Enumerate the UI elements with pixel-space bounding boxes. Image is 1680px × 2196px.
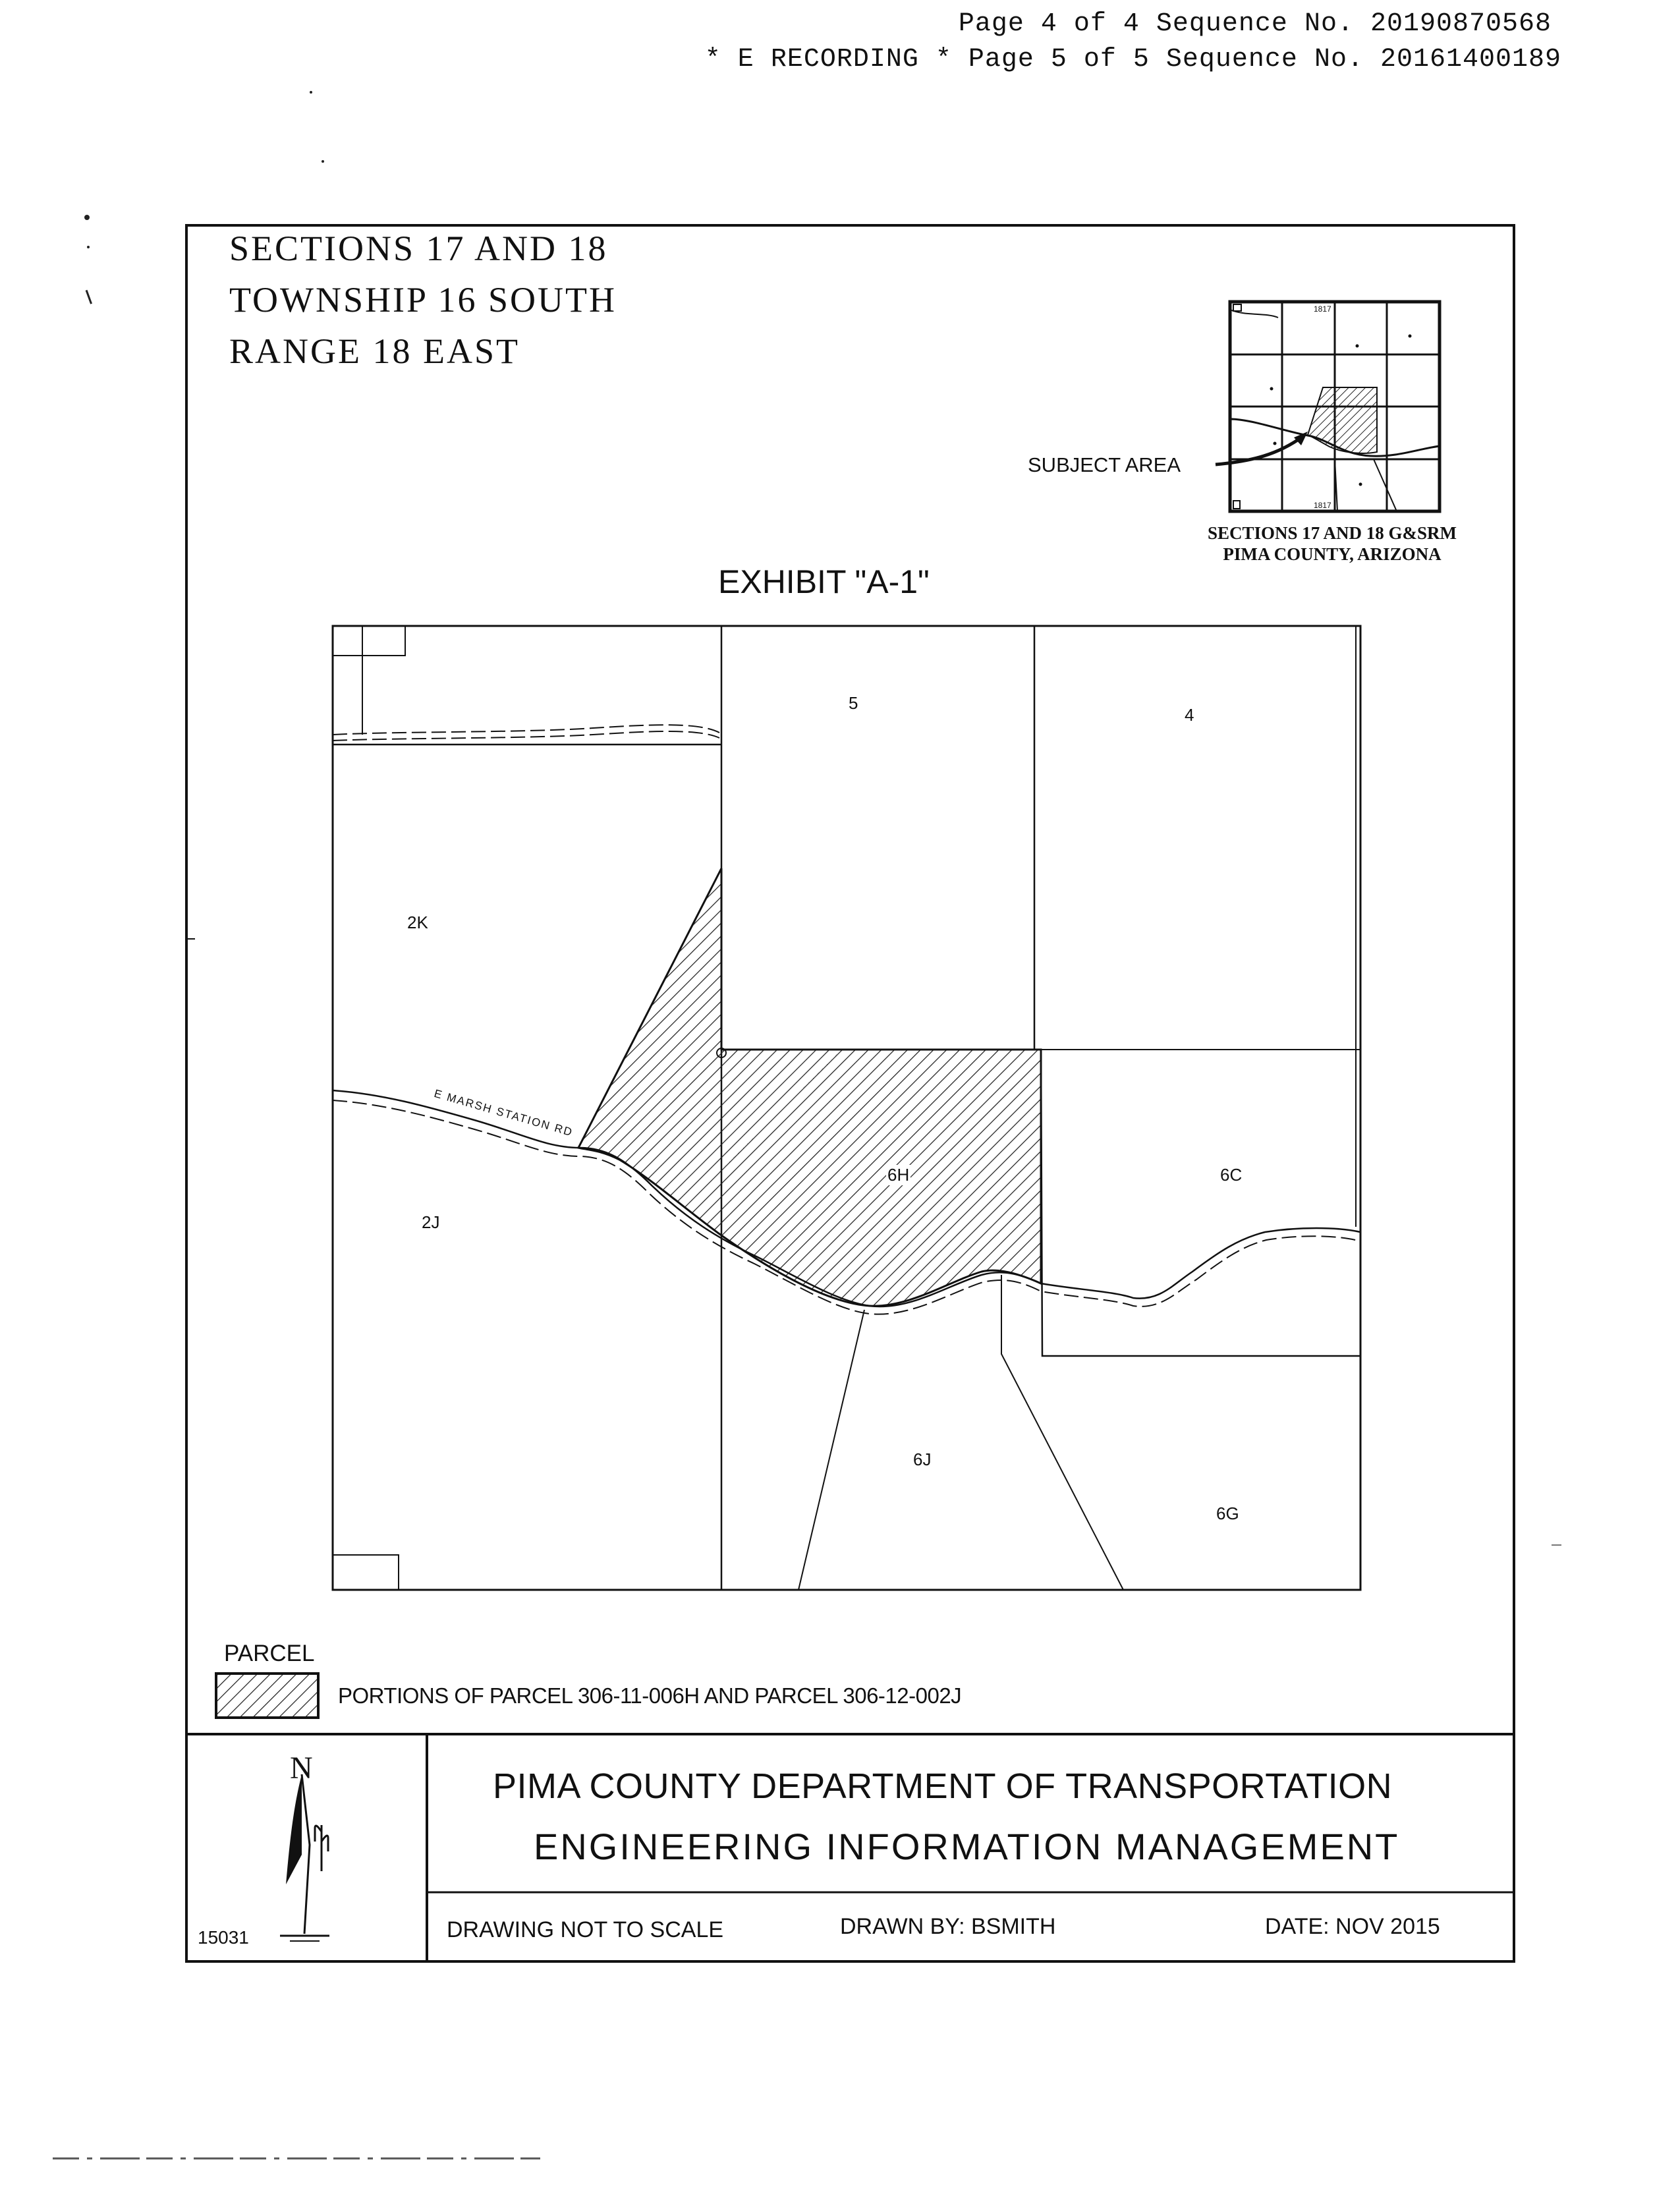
parcel-label-2k: 2K	[407, 913, 428, 932]
inset-corner-label-top: 1817	[1314, 304, 1331, 314]
parcel-label-6c: 6C	[1220, 1165, 1243, 1185]
parcel-label-6h: 6H	[887, 1165, 910, 1185]
parcel-label-5: 5	[849, 693, 858, 713]
department-name: PIMA COUNTY DEPARTMENT OF TRANSPORTATION	[493, 1766, 1393, 1806]
north-label: N	[290, 1751, 313, 1786]
subject-area-label: SUBJECT AREA	[1028, 453, 1181, 476]
inset-caption-sections: SECTIONS 17 AND 18 G&SRM	[1207, 523, 1457, 543]
parcel-map	[186, 626, 1561, 1590]
road-label: E MARSH STATION RD	[432, 1087, 575, 1139]
drawing-number: 15031	[198, 1927, 249, 1948]
inset-key-map	[1216, 302, 1440, 511]
inset-corner-label-bottom: 1817	[1314, 501, 1331, 510]
drawing-date: DATE: NOV 2015	[1265, 1914, 1440, 1939]
legend-title: PARCEL	[224, 1641, 315, 1666]
township-line: TOWNSHIP 16 SOUTH	[229, 280, 617, 320]
legend-hatch-swatch	[216, 1674, 318, 1718]
legend-description: PORTIONS OF PARCEL 306-11-006H AND PARCEL 306-12-002J	[338, 1683, 962, 1708]
division-name: ENGINEERING INFORMATION MANAGEMENT	[534, 1826, 1400, 1867]
north-arrow-icon	[280, 1774, 329, 1941]
parcel-label-4: 4	[1185, 705, 1194, 725]
scale-note: DRAWING NOT TO SCALE	[447, 1917, 724, 1942]
sections-line: SECTIONS 17 AND 18	[229, 229, 608, 268]
range-line: RANGE 18 EAST	[229, 331, 520, 371]
page-sequence-header: Page 4 of 4 Sequence No. 20190870568	[958, 9, 1552, 39]
parcel-label-6g: 6G	[1216, 1504, 1239, 1523]
exhibit-title: EXHIBIT "A-1"	[718, 563, 930, 600]
scan-marks	[84, 91, 324, 304]
parcel-label-6j: 6J	[913, 1450, 932, 1469]
recording-sequence-header: * E RECORDING * Page 5 of 5 Sequence No. 20161400189	[704, 45, 1561, 74]
parcel-label-2j: 2J	[422, 1212, 440, 1232]
drawn-by: DRAWN BY: BSMITH	[840, 1914, 1056, 1939]
inset-caption-county: PIMA COUNTY, ARIZONA	[1223, 544, 1442, 564]
